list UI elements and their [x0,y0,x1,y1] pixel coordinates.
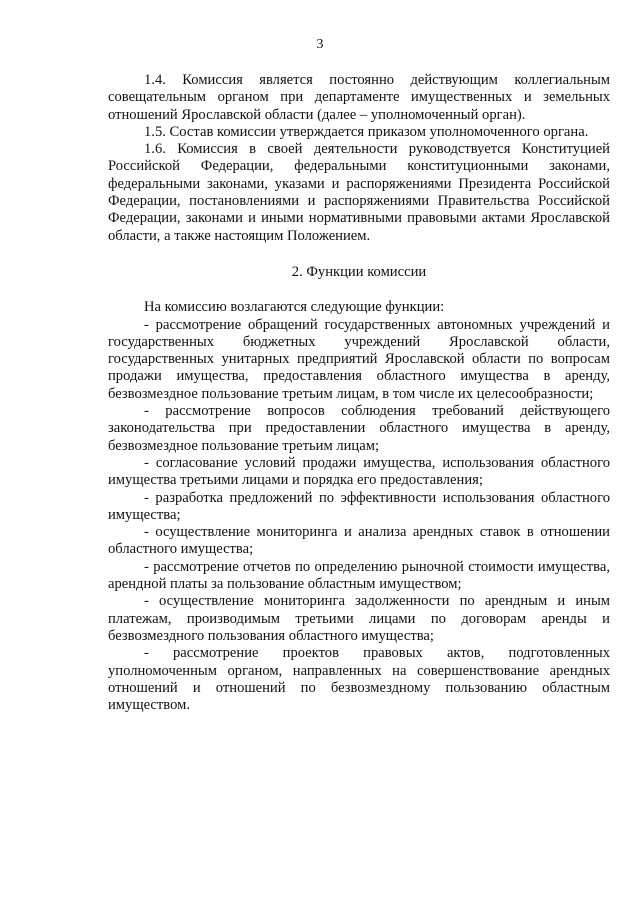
function-item: - рассмотрение обращений государственных автономных учреждений и государственных бюджетных учреждений Ярославской области, государственных унитарных предприятий Ярославской области по вопросам продажи имущества, предоставления областного имущества в аренду, безвозмездное пользование третьим лицам, в том числе их целесообразности; [108,316,610,402]
page-number: 3 [316,37,324,52]
function-item: - рассмотрение проектов правовых актов, подготовленных уполномоченным органом, направленных на совершенствование арендных отношений и отношений по безвозмездному пользованию областным имуществом. [108,645,610,714]
function-item: - осуществление мониторинга и анализа арендных ставок в отношении областного имущества; [108,524,610,558]
clause-1-4: 1.4. Комиссия является постоянно действующим коллегиальным совещательным органом при департаменте имущественных и земельных отношений Ярославской области (далее – уполномоченный орган). [108,72,610,123]
document-body [108,72,610,714]
function-item: - согласование условий продажи имущества, использования областного имущества третьими лицами и порядка его предоставления; [108,454,610,489]
functions-intro: На комиссию возлагаются следующие функции: [144,299,445,316]
function-item: - осуществление мониторинга задолженности по арендным и иным платежам, производимым третьими лицами по договорам аренды и безвозмездного пользования областного имущества; [108,593,610,644]
function-item: - рассмотрение отчетов по определению рыночной стоимости имущества, арендной платы за пользование областным имуществом; [108,558,610,593]
function-item: - разработка предложений по эффективности использования областного имущества; [108,489,610,523]
section-heading: 2. Функции комиссии [291,263,427,280]
function-item: - рассмотрение вопросов соблюдения требований действующего законодательства при предоставлении областного имущества в аренду, безвозмездное пользование третьим лицам; [108,403,610,454]
clause-1-6: 1.6. Комиссия в своей деятельности руководствуется Конституцией Российской Федерации, федеральными конституционными законами, федеральными законами, указами и распоряжениями Президента Российской Федерации, постановлениями и распоряжениями Правительства Российской Федерации, законами и иными нормативными правовыми актами Ярославской области, а также настоящим Положением. [108,141,610,244]
clause-1-5: 1.5. Состав комиссии утверждается приказом уполномоченного органа. [144,123,589,140]
